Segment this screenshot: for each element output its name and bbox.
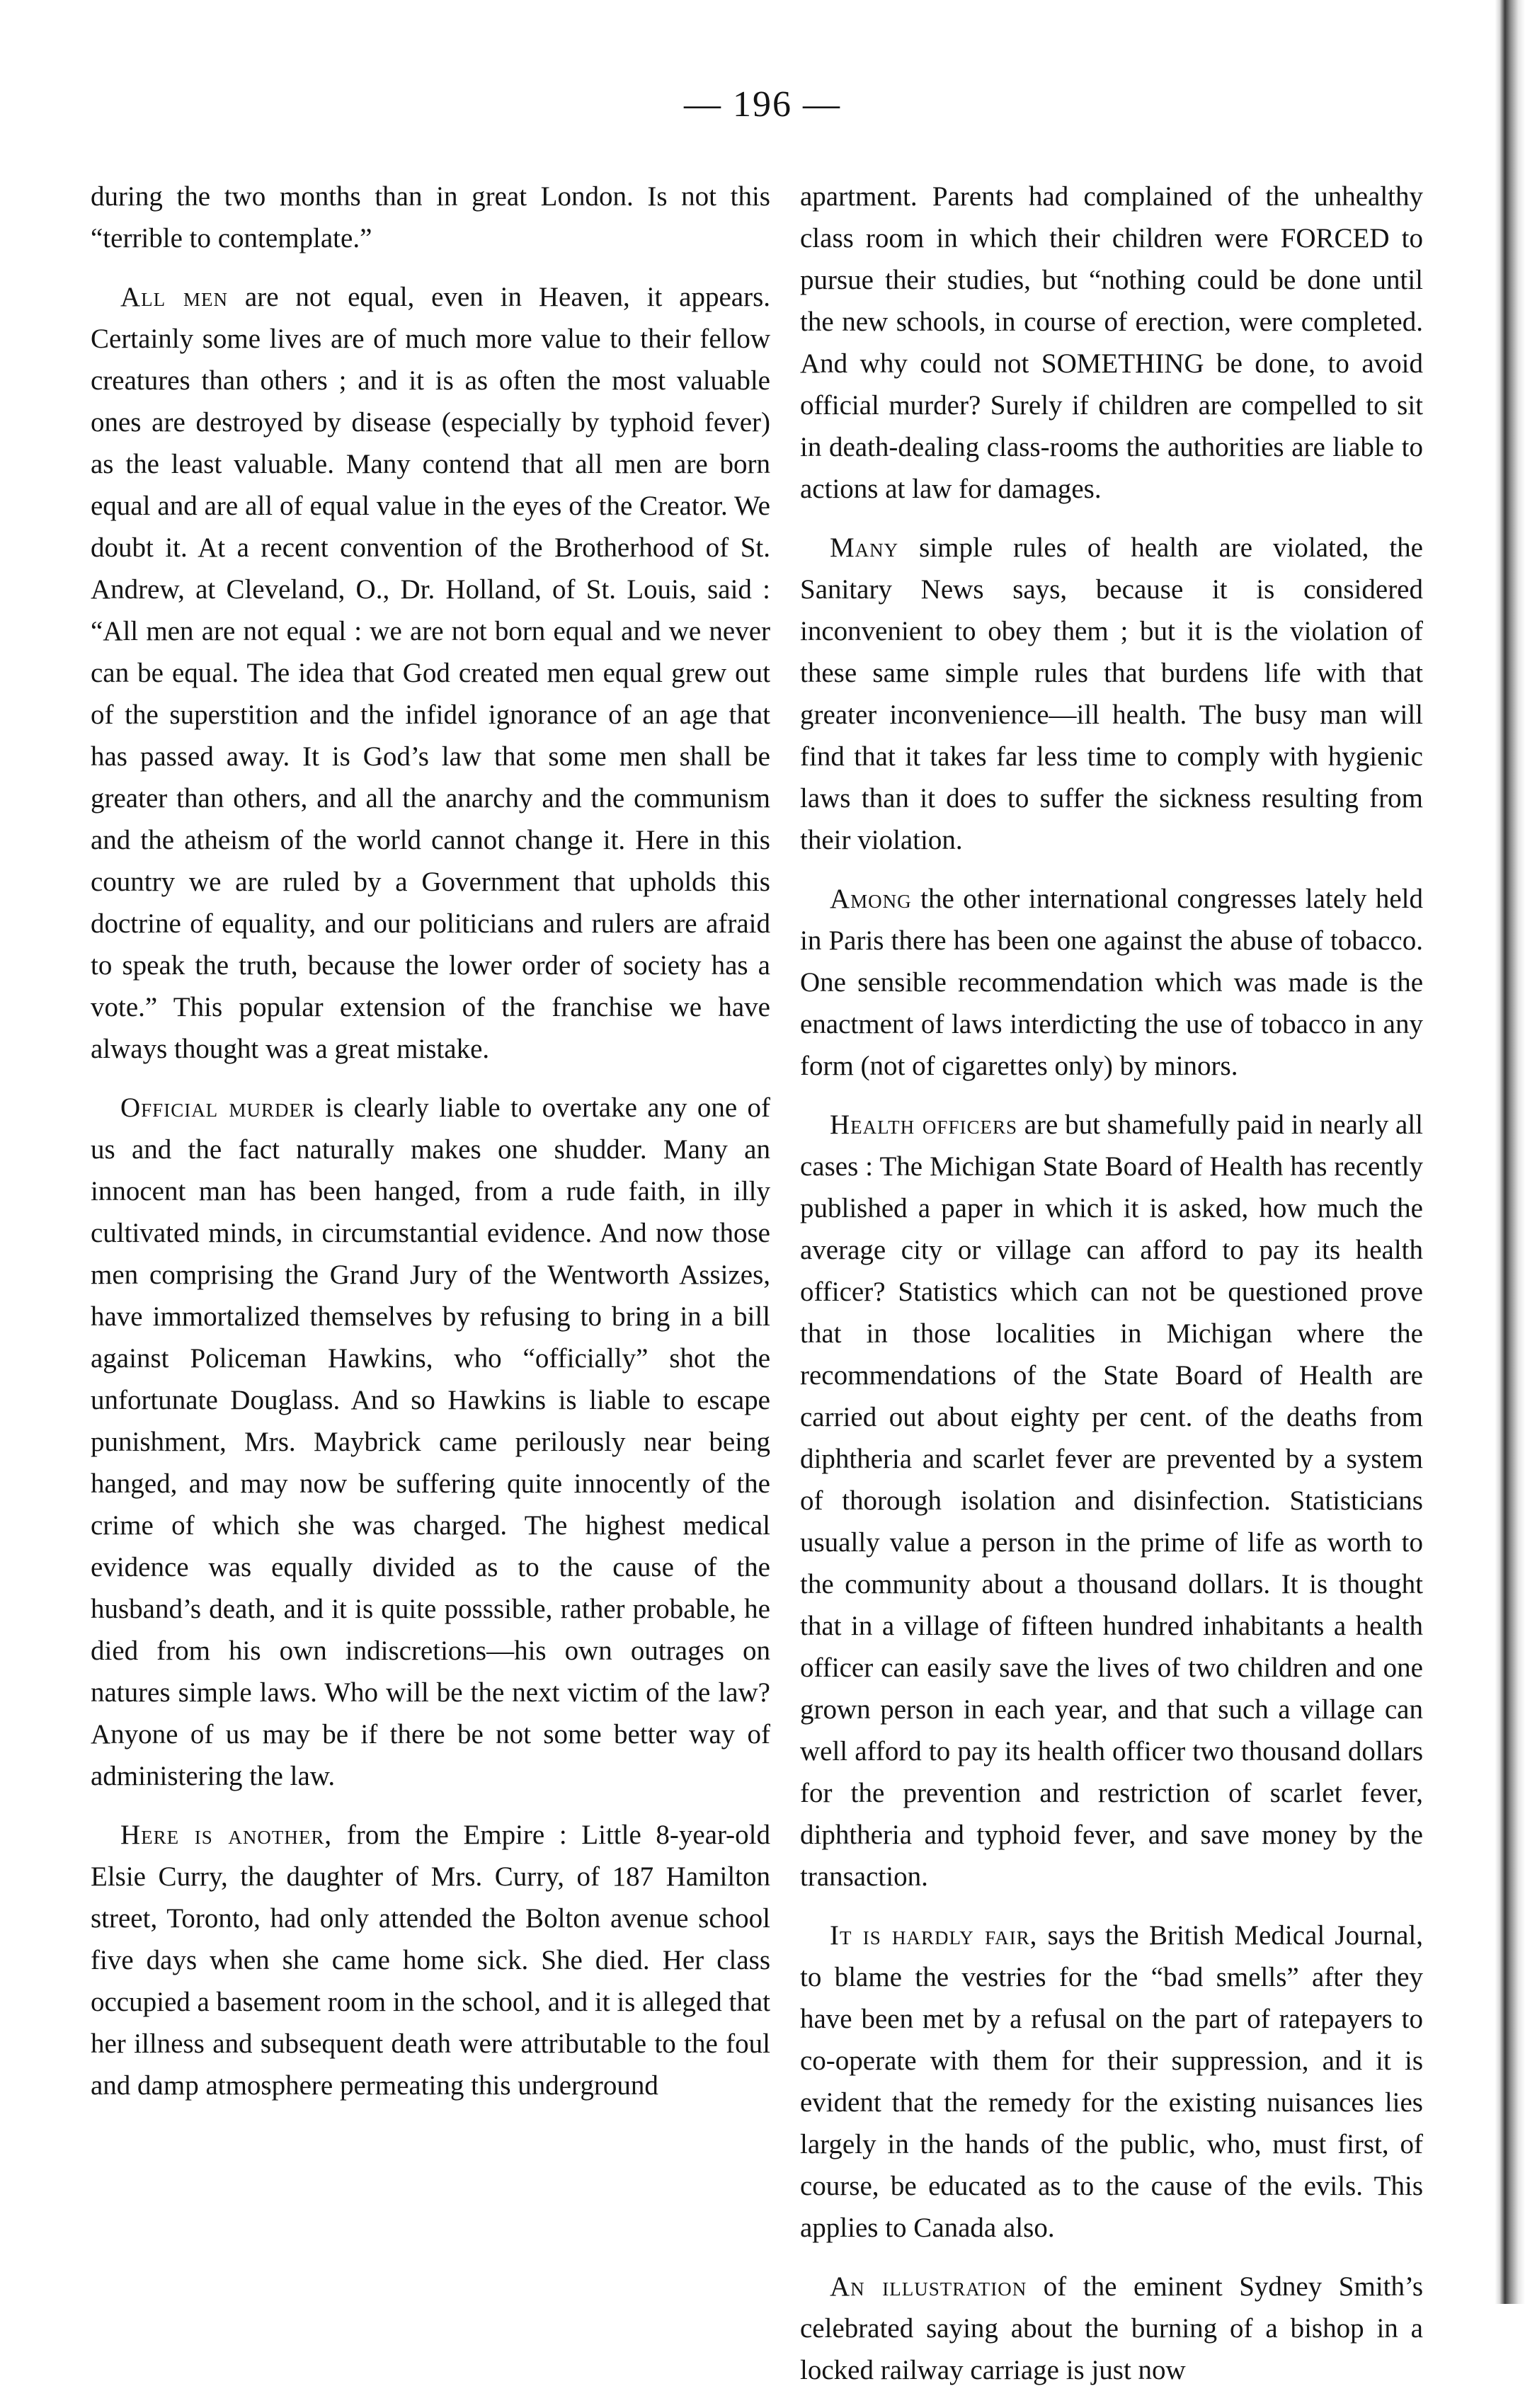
paragraph-lead: An illustration xyxy=(830,2271,1027,2302)
left-column xyxy=(91,176,770,2123)
paragraph-left-0 xyxy=(91,176,770,259)
paragraph-left-3 xyxy=(91,1814,770,2106)
right-column xyxy=(800,176,1423,2408)
paragraph-left-1 xyxy=(91,276,770,1070)
paragraph-right-3 xyxy=(800,1104,1423,1898)
paragraph-right-2 xyxy=(800,878,1423,1087)
paragraph-lead: Health officers xyxy=(830,1109,1017,1140)
paragraph-right-1 xyxy=(800,527,1423,861)
paragraph-text: are not equal, even in Heaven, it appears. Certainly some lives are of much more value to their fellow creatures than others ; and it is as often the most valuable ones are destroyed by disease (especially by typhoid fever) as the least valuable. Many contend that all men are born equal and are all of equal value in the eyes of the Creator. We doubt it. At a recent convention of the Brotherhood of St. Andrew, at Cleveland, O., Dr. Holland, of St. Louis, said : “All men are not equal : we are not born equal and we never can be equal. The idea that God created men equal grew out of the superstition and the infidel ignorance of an age that has passed away. It is God’s law that some men shall be greater than others, and all the anarchy and the communism and the atheism of the world cannot change it. Here in this country we are ruled by a Government that upholds this doctrine of equality, and our politicians and rulers are afraid to speak the truth, because the lower order of society has a vote.” This popular extension of the franchise we have always thought was a great mistake. xyxy=(91,282,770,1064)
paragraph-right-0 xyxy=(800,176,1423,510)
paragraph-text: simple rules of health are violated, the Sanitary News says, because it is considered inconvenient to obey them ; but it is the violation of these same simple rules that burdens life with that greater inconvenience—ill health. The busy man will find that it takes far less time to comply with hygienic laws than it does to suffer the sickness resulting from their violation. xyxy=(800,532,1423,855)
paragraph-lead: Many xyxy=(830,532,899,563)
paragraph-lead: Official murder xyxy=(120,1092,316,1123)
paragraph-text: from the Empire : Little 8-year-old Elsie Curry, the daughter of Mrs. Curry, of 187 Hamilton street, Toronto, had only attended the Bolton avenue school five days when she came home sick. She died. Her class occupied a basement room in the school, and it is alleged that her illness and subsequent death were attributable to the foul and damp atmosphere permeating this underground xyxy=(91,1820,771,2101)
paragraph-text: is clearly liable to overtake any one of us and the fact naturally makes one shudder. Many an innocent man has been hanged, from a rude faith, in illy cultivated minds, in circumstantial evidence. And now those men comprising the Grand Jury of the Wentworth Assizes, have immortalized themselves by refusing to bring in a bill against Policeman Hawkins, who “officially” shot the unfortunate Douglass. And so Hawkins is liable to escape punishment, Mrs. Maybrick came perilously near being hanged, and may now be suffering quite innocently of the crime of which she was charged. The highest medical evidence was equally divided as to the cause of the husband’s death, and it is quite posssible, rather probable, he died from his own indiscretions—his own outrages on natures simple laws. Who will be the next victim of the law? Anyone of us may be if there be not some better way of administering the law. xyxy=(91,1092,770,1791)
page-number: — 196 — xyxy=(684,84,841,125)
paragraph-right-5 xyxy=(800,2266,1423,2391)
paragraph-left-2 xyxy=(91,1087,770,1797)
paragraph-text: of the eminent Sydney Smith’s celebrated saying about the burning of a bishop in a locked railway carriage is just now xyxy=(800,2271,1423,2385)
paragraph-text: during the two months than in great London. Is not this “terrible to contemplate.” xyxy=(91,181,770,253)
paragraph-lead: Among xyxy=(830,884,912,914)
page-gutter-shadow xyxy=(1458,0,1525,2304)
paragraph-lead: Here is another, xyxy=(120,1820,333,1850)
paragraph-right-4 xyxy=(800,1915,1423,2249)
paragraph-text: says the British Medical Journal, to blame the vestries for the “bad smells” after they have been met by a refusal on the part of ratepayers to co-operate with them for their suppression, and it is evident that the remedy for the existing nuisances lies largely in the hands of the public, who, must first, of course, be educated as to the cause of the evils. This applies to Canada also. xyxy=(800,1920,1423,2243)
paragraph-lead: All men xyxy=(120,282,229,312)
paragraph-text: apartment. Parents had complained of the unhealthy class room in which their children were FORCED to pursue their studies, but “nothing could be done until the new schools, in course of erection, were completed. And why could not SOMETHING be done, to avoid official murder? Surely if children are compelled to sit in death-dealing class-rooms the authorities are liable to actions at law for damages. xyxy=(800,181,1423,504)
paragraph-lead: It is hardly fair, xyxy=(830,1920,1038,1951)
paragraph-text: are but shamefully paid in nearly all cases : The Michigan State Board of Health has recently published a paper in which it is asked, how much the average city or village can afford to pay its health officer? Statistics which can not be questioned prove that in those localities in Michigan where the recommendations of the State Board of Health are carried out about eighty per cent. of the deaths from diphtheria and scarlet fever are prevented by a system of thorough isolation and disinfection. Statisticians usually value a person in the prime of life as worth to the community about a thousand dollars. It is thought that in a village of fifteen hundred inhabitants a health officer can easily save the lives of two children and one grown person in each year, and that such a village can well afford to pay its health officer two thousand dollars for the prevention and restriction of scarlet fever, diphtheria and typhoid fever, and save money by the transaction. xyxy=(800,1109,1423,1892)
paragraph-text: the other international congresses lately held in Paris there has been one against the abuse of tobacco. One sensible recommendation which was made is the enactment of laws interdicting the use of tobacco in any form (not of cigarettes only) by minors. xyxy=(800,884,1423,1081)
